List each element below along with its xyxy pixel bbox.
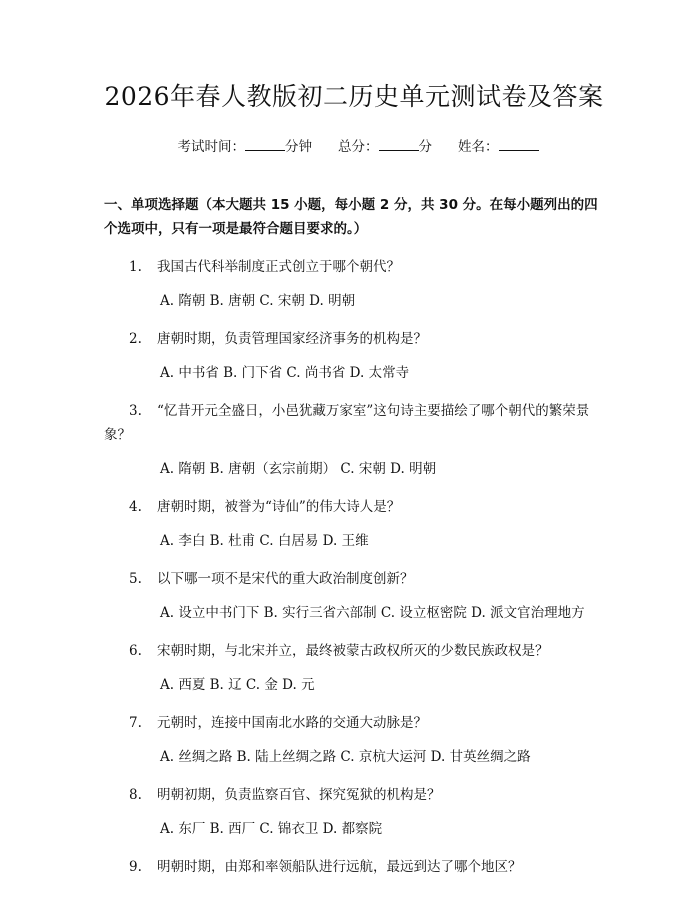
question-number: 6. (129, 643, 142, 659)
exam-info-row (104, 136, 604, 157)
question-text: 唐朝时期，负责管理国家经济事务的机构是？ (157, 331, 427, 347)
question-4-options: A. 李白 B. 杜甫 C. 白居易 D. 王维 (160, 533, 369, 549)
question-number: 4. (129, 499, 142, 515)
question-2-options: A. 中书省 B. 门下省 C. 尚书省 D. 太常寺 (160, 365, 410, 381)
question-text: 我国古代科举制度正式创立于哪个朝代？ (157, 259, 400, 275)
question-7-options: A. 丝绸之路 B. 陆上丝绸之路 C. 京杭大运河 D. 甘英丝绸之路 (160, 749, 531, 765)
question-9 (104, 855, 604, 879)
question-1-options: A. 隋朝 B. 唐朝 C. 宋朝 D. 明朝 (160, 293, 356, 309)
time-label: 考试时间： (177, 139, 245, 155)
question-3 (104, 399, 604, 447)
question-number: 3. (129, 403, 142, 419)
question-5-options: A. 设立中书门下 B. 实行三省六部制 C. 设立枢密院 D. 派文官治理地方 (160, 605, 585, 621)
name-blank[interactable] (499, 136, 539, 151)
score-field (338, 136, 432, 157)
name-field (458, 136, 539, 157)
question-text: 唐朝时期，被誉为“诗仙”的伟大诗人是？ (157, 499, 401, 515)
question-2 (104, 327, 604, 351)
question-list (104, 255, 604, 879)
question-number: 5. (129, 571, 142, 587)
question-5 (104, 567, 604, 591)
question-6 (104, 639, 604, 663)
score-blank[interactable] (379, 136, 419, 151)
question-text: “忆昔开元全盛日，小邑犹藏万家室”这句诗主要描绘了哪个朝代的繁荣景象？ (104, 403, 590, 443)
section-heading: 一、单项选择题（本大题共 15 小题，每小题 2 分，共 30 分。在每小题列出的四个选项中，只有一项是最符合题目要求的。） (104, 197, 598, 237)
question-number: 1. (129, 259, 142, 275)
page-title: 2026年春人教版初二历史单元测试卷及答案 (104, 82, 604, 111)
question-number: 9. (129, 859, 142, 875)
score-unit: 分 (418, 139, 432, 155)
question-number: 2. (129, 331, 142, 347)
time-unit: 分钟 (285, 139, 312, 155)
question-text: 元朝时，连接中国南北水路的交通大动脉是？ (157, 715, 427, 731)
question-8 (104, 783, 604, 807)
question-8-options: A. 东厂 B. 西厂 C. 锦衣卫 D. 都察院 (160, 821, 383, 837)
name-label: 姓名： (458, 139, 499, 155)
time-field (178, 136, 313, 157)
question-number: 7. (129, 715, 142, 731)
question-7 (104, 711, 604, 735)
question-number: 8. (129, 787, 142, 803)
question-3-options: A. 隋朝 B. 唐朝（玄宗前期） C. 宋朝 D. 明朝 (160, 461, 437, 477)
time-blank[interactable] (245, 136, 285, 151)
question-text: 明朝初期，负责监察百官、探究冤狱的机构是？ (157, 787, 441, 803)
question-4 (104, 495, 604, 519)
question-1 (104, 255, 604, 279)
question-text: 明朝时期，由郑和率领船队进行远航，最远到达了哪个地区？ (157, 859, 522, 875)
question-6-options: A. 西夏 B. 辽 C. 金 D. 元 (160, 677, 315, 693)
question-text: 宋朝时期，与北宋并立，最终被蒙古政权所灭的少数民族政权是？ (157, 643, 549, 659)
question-text: 以下哪一项不是宋代的重大政治制度创新？ (157, 571, 414, 587)
score-label: 总分： (338, 139, 379, 155)
